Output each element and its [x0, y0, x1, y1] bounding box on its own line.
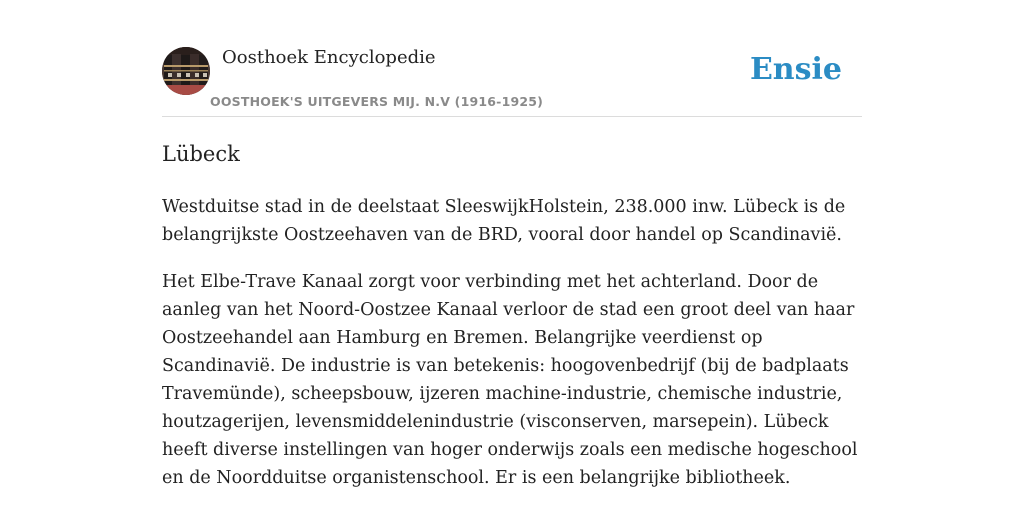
- ensie-logo[interactable]: Ensie: [749, 52, 842, 87]
- article-body: [162, 193, 862, 511]
- article-card: [162, 0, 862, 488]
- encyclopedia-books-icon[interactable]: [162, 47, 210, 95]
- article-paragraph: Het Elbe-Trave Kanaal zorgt voor verbinding met het achterland. Door de aanleg van het Noord-Oostzee Kanaal verloor de stad een groot deel van haar Oostzeehandel aan Hamburg en Bremen. Belangrijke veerdienst op Scandinavië. De industrie is van betekenis: hoogovenbedrijf (bij de badplaats Travemünde), scheepsbouw, ijzeren machine-industrie, chemische industrie, houtzagerijen, levensmiddelenindustrie (visconserven, marsepein). Lübeck heeft diverse instellingen van hoger onderwijs zoals een medische hogeschool en de Noordduitse organistenschool. Er is een belangrijke bibliotheek.: [162, 272, 858, 488]
- article-title: Lübeck: [162, 142, 240, 166]
- article-paragraph: Westduitse stad in de deelstaat SleeswijkHolstein, 238.000 inw. Lübeck is de belangrijkste Oostzeehaven van de BRD, vooral door handel op Scandinavië.: [162, 197, 846, 245]
- publication-title[interactable]: Oosthoek Encyclopedie: [222, 47, 436, 68]
- publication-header: [162, 0, 862, 117]
- publisher-name: OOSTHOEK'S UITGEVERS MIJ. N.V (1916-1925): [210, 94, 544, 109]
